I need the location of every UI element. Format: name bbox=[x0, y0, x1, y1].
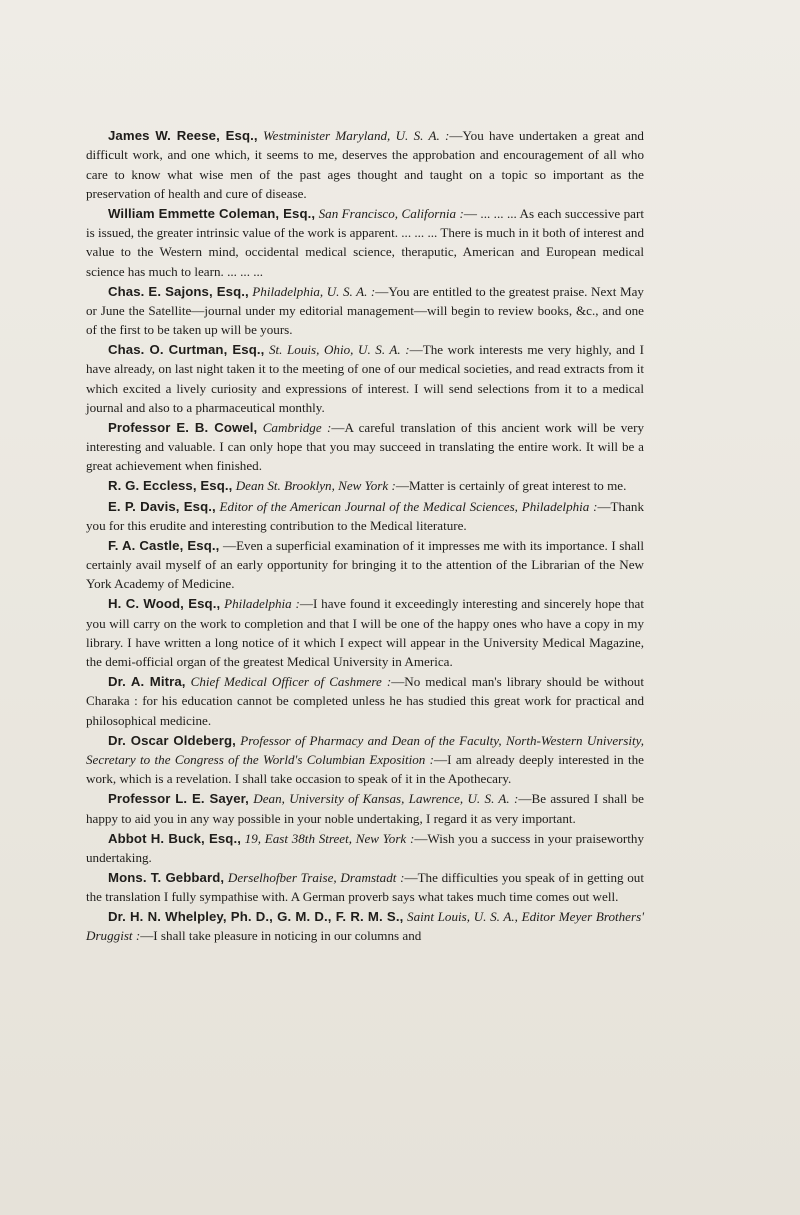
author-name: James W. Reese, Esq., bbox=[108, 128, 258, 143]
author-place: Philadelphia, U. S. A. : bbox=[252, 283, 376, 299]
testimonial-entry bbox=[86, 731, 644, 789]
author-name: Dr. A. Mitra, bbox=[108, 674, 186, 690]
author-place: Dean, University of Kansas, Lawrence, U. S. A. : bbox=[253, 791, 519, 807]
testimonial-text: —Thank you for this erudite and interesting contribution to the Medical literature. bbox=[86, 498, 644, 533]
author-place: Saint Louis, U. S. A., Editor Meyer Brothers' Druggist : bbox=[86, 909, 644, 944]
testimonial-entry bbox=[86, 536, 644, 594]
testimonial-text: —A careful translation of this ancient work will be very interesting and valuable. I can only hope that you may succeed in translating the entire work. It will be a great achievement when finished. bbox=[86, 419, 644, 474]
testimonial-text: —I shall take pleasure in noticing in our columns and bbox=[140, 928, 422, 944]
testimonial-entry bbox=[86, 868, 644, 907]
testimonial-text: — ... ... ... As each successive part is issued, the greater intrinsic value of the work is apparent. ... ... ... There is much in it both of interest and value to the Western mind, occidental medical science, theraputic, American and European medical science has much to learn. ... ... ... bbox=[86, 205, 644, 279]
testimonial-entry bbox=[86, 497, 644, 536]
testimonial-text: —No medical man's library should be without Charaka : for his education cannot be completed unless he has studied this great work for practical and philosophical medicine. bbox=[86, 674, 644, 728]
testimonial-text: —I have found it exceedingly interesting and sincerely hope that you will carry on the work to completion and that I will be one of the happy ones who have a copy in my library. I have written a long notice of it which I expect will appear in the University Medical Magazine, the demi-official organ of the greatest Medical University in America. bbox=[86, 596, 645, 670]
author-name: Abbot H. Buck, Esq., bbox=[108, 830, 241, 846]
testimonial-entry bbox=[86, 476, 644, 495]
author-place: Philadelphia : bbox=[224, 596, 300, 612]
author-place: St. Louis, Ohio, U. S. A. : bbox=[268, 342, 410, 358]
author-name: R. G. Eccless, Esq., bbox=[108, 478, 233, 494]
author-name: Chas. O. Curtman, Esq., bbox=[108, 342, 265, 358]
testimonial-text: —Matter is certainly of great interest to me. bbox=[395, 478, 627, 494]
author-name: Dr. Oscar Oldeberg, bbox=[108, 732, 236, 748]
testimonial-text: —The work interests me very highly, and I have already, on last night taken it to the meeting of one of our medical societies, and read extracts from it which excited a lively curiosity and expressions of interest. I will send selections from it to a medical journal and also to a pharmaceutical monthly. bbox=[86, 342, 645, 415]
testimonial-entry bbox=[86, 126, 644, 203]
testimonial-text: —Be assured I shall be happy to aid you in any way possible in your noble undertaking, I regard it as very important. bbox=[86, 791, 644, 826]
testimonial-text: —Even a superficial examination of it impresses me with its importance. I shall certainly avail myself of an early opportunity for bringing it to the attention of the Librarian of the New York Academy of Medicine. bbox=[86, 537, 644, 592]
author-place: Cambridge : bbox=[262, 419, 332, 435]
testimonial-entry bbox=[86, 282, 644, 340]
author-name: Mons. T. Gebbard, bbox=[108, 869, 225, 885]
author-place: San Francisco, California : bbox=[318, 205, 464, 221]
author-name: Professor E. B. Cowel, bbox=[108, 419, 258, 435]
author-place: Chief Medical Officer of Cashmere : bbox=[190, 674, 392, 690]
testimonial-entry bbox=[86, 829, 644, 868]
author-place: Editor of the American Journal of the Medical Sciences, Philadelphia : bbox=[219, 498, 598, 514]
testimonial-entry bbox=[86, 672, 644, 730]
testimonial-text: —You are entitled to the greatest praise. Next May or June the Satellite—journal under my editorial management—will begin to review books, &c., and one of the first to be taken up will be yours. bbox=[86, 283, 644, 338]
author-name: H. C. Wood, Esq., bbox=[108, 596, 221, 612]
author-name: Chas. E. Sajons, Esq., bbox=[108, 283, 249, 299]
testimonial-text: —The difficulties you speak of in getting out the translation I fully sympathise with. A German proverb says what takes much time comes out well. bbox=[86, 869, 644, 905]
author-name: E. P. Davis, Esq., bbox=[108, 498, 216, 514]
author-place: Westminister Maryland, U. S. A. : bbox=[262, 128, 450, 143]
author-name: Professor L. E. Sayer, bbox=[108, 791, 249, 807]
author-place: Dean St. Brooklyn, New York : bbox=[235, 478, 396, 494]
testimonial-entry bbox=[86, 789, 644, 828]
author-name: F. A. Castle, Esq., bbox=[108, 537, 220, 553]
testimonial-text: —You have undertaken a great and difficult work, and one which, it seems to me, deserves the approbation and encouragement of all who care to know what wise men of the past ages thought and taught on a topic so important as the preservation of health and cure of disease. bbox=[86, 128, 644, 201]
testimonial-text: —Wish you a success in your praiseworthy undertaking. bbox=[86, 830, 644, 865]
author-place: Professor of Pharmacy and Dean of the Faculty, North-Western University, Secretary to the Congress of the World's Columbian Exposition : bbox=[86, 732, 644, 767]
testimonial-entry bbox=[86, 204, 644, 281]
testimonial-entry bbox=[86, 340, 644, 417]
testimonial-entry bbox=[86, 594, 644, 671]
author-name: Dr. H. N. Whelpley, Ph. D., G. M. D., F. R. M. S., bbox=[108, 909, 404, 925]
testimonial-entry bbox=[86, 907, 644, 946]
author-place: Derselhofber Traise, Dramstadt : bbox=[227, 869, 405, 885]
testimonials-column bbox=[86, 126, 644, 946]
author-place: 19, East 38th Street, New York : bbox=[244, 830, 415, 846]
author-name: William Emmette Coleman, Esq., bbox=[108, 205, 316, 221]
testimonial-text: —I am already deeply interested in the work, which is a revelation. I shall take occasion to speak of it in the Apothecary. bbox=[86, 751, 644, 787]
testimonial-entry bbox=[86, 418, 644, 476]
